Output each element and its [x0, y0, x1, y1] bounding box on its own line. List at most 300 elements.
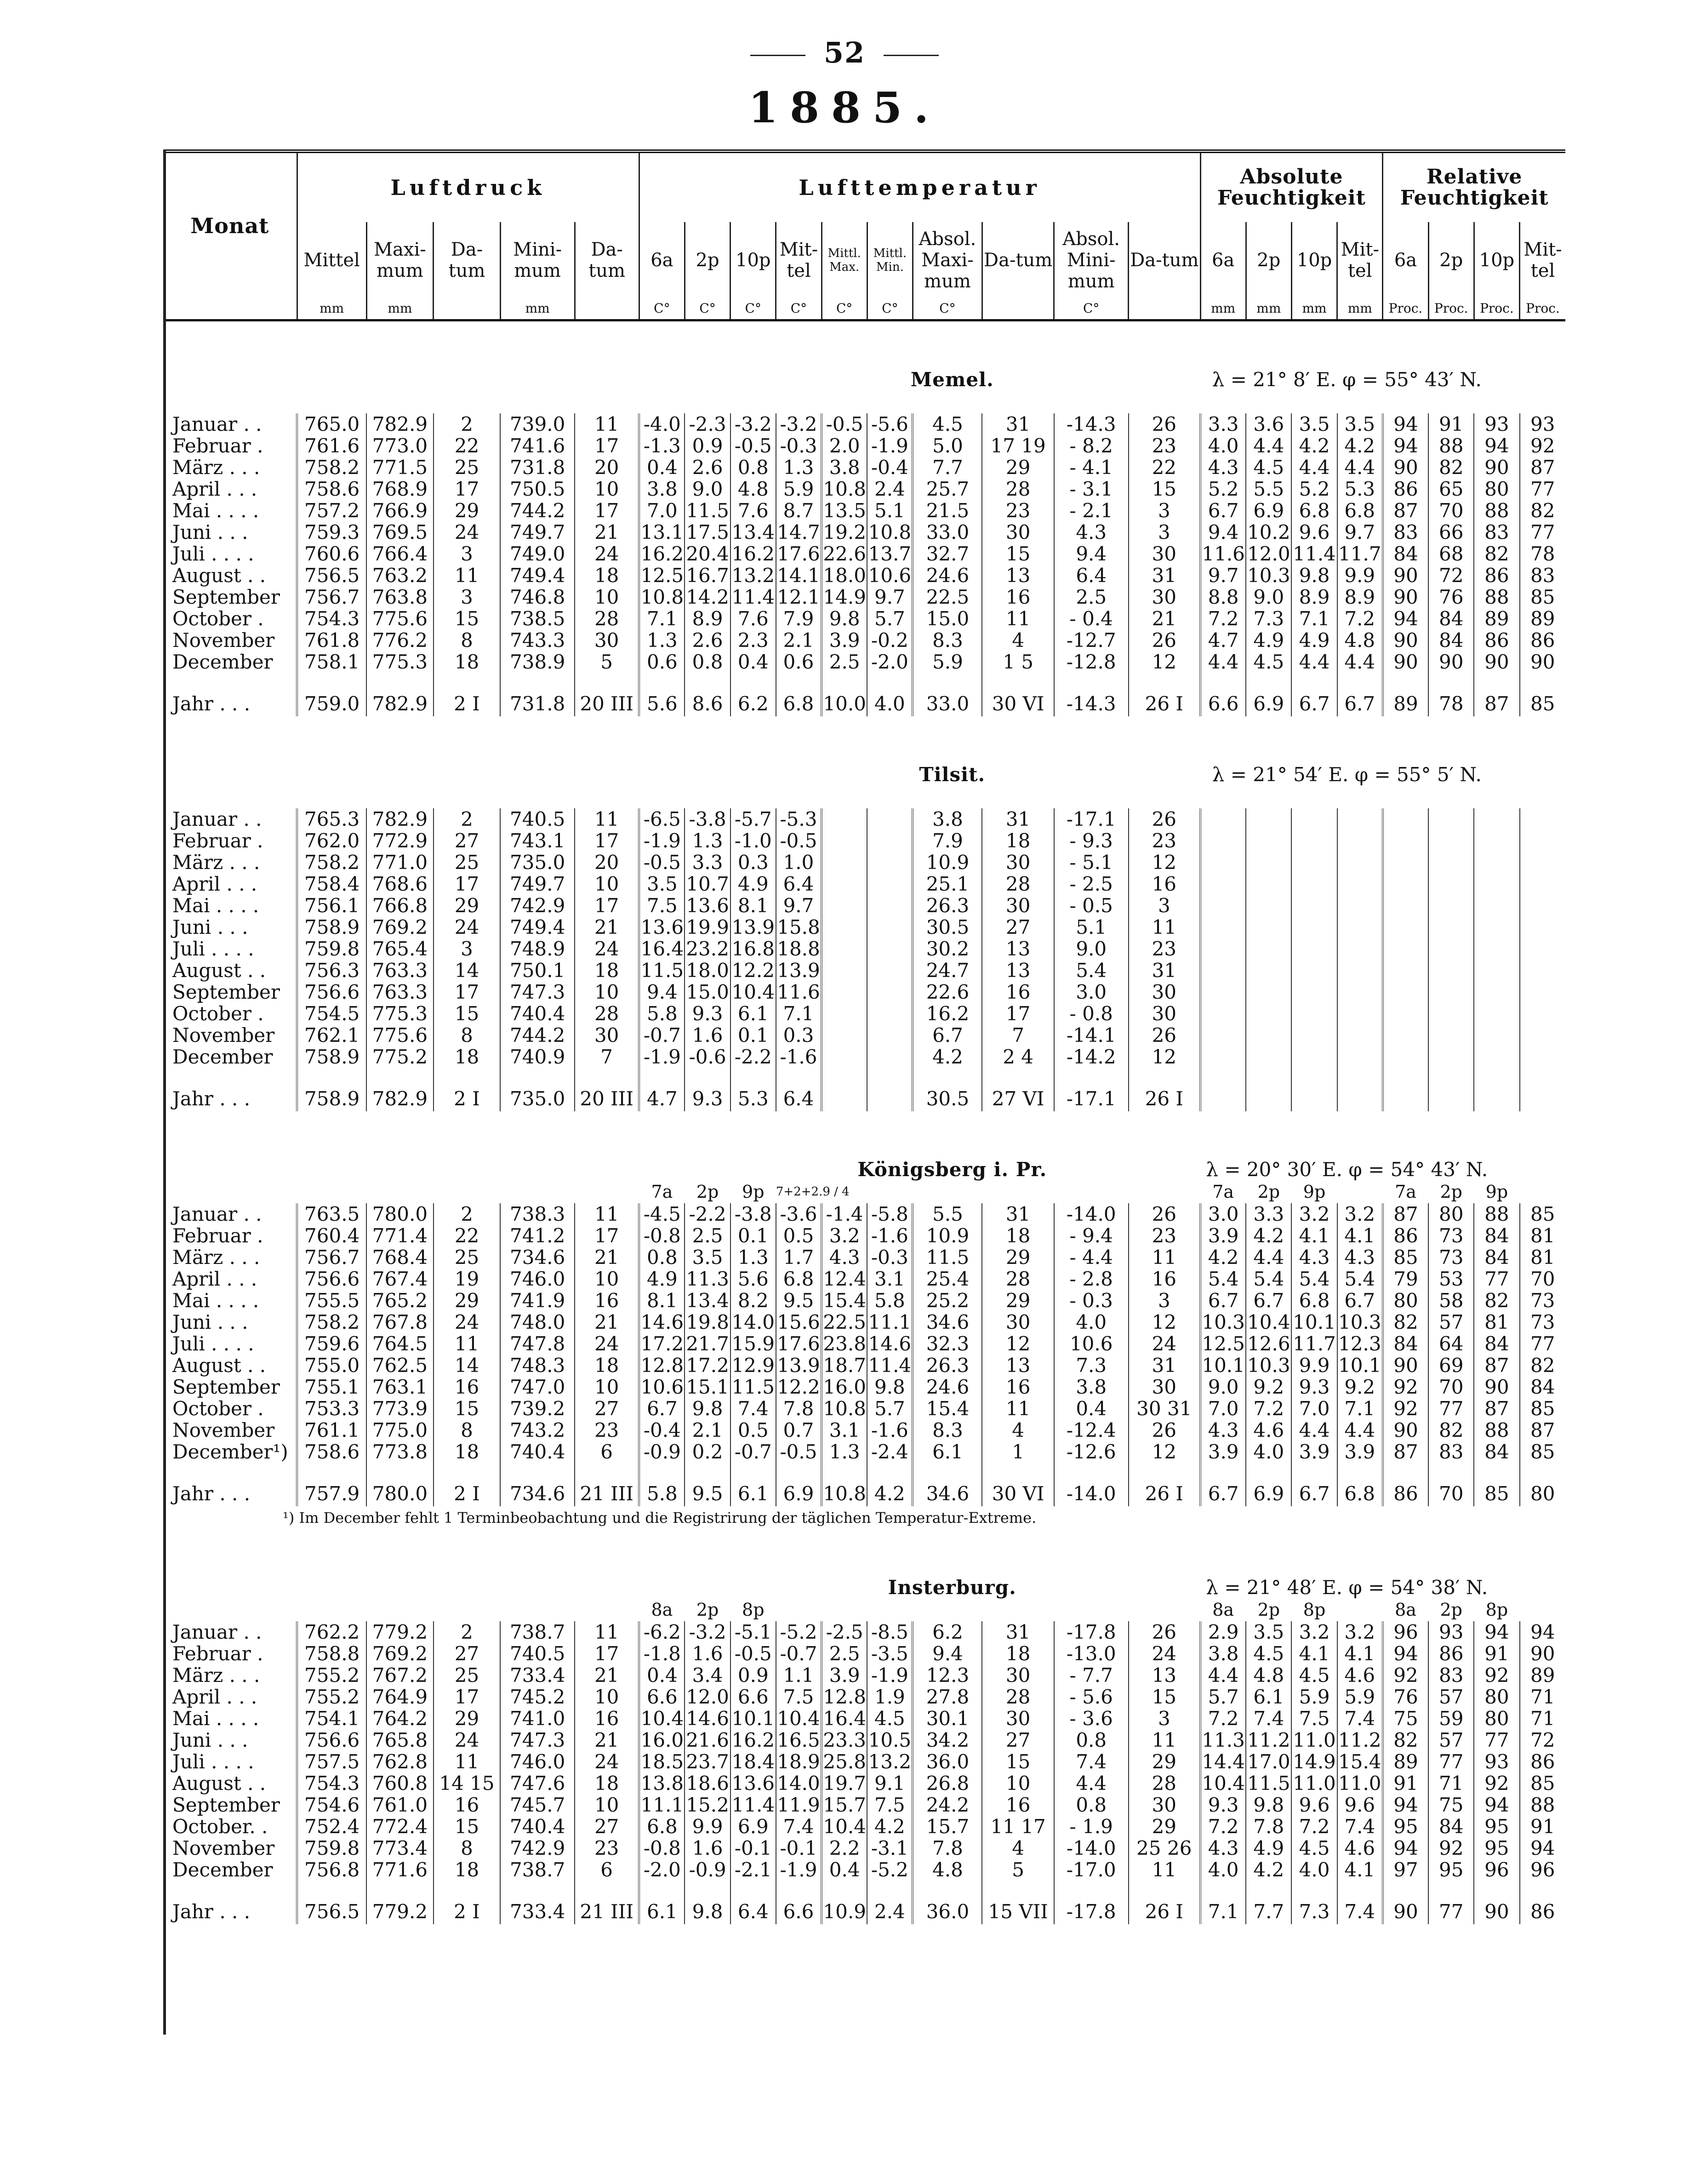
- data-cell: 0.4: [1054, 1398, 1129, 1419]
- data-cell: [1337, 808, 1383, 830]
- data-cell: 94: [1474, 1794, 1519, 1816]
- data-cell: 16: [1129, 873, 1200, 895]
- data-cell: 12: [982, 1333, 1054, 1355]
- data-cell: 84: [1428, 608, 1474, 629]
- subcol-label: [685, 390, 730, 413]
- temp-col-header: 2p: [685, 222, 730, 298]
- data-cell: 24: [434, 521, 501, 543]
- data-cell: 76: [1383, 1686, 1428, 1708]
- data-cell: [1200, 895, 1246, 916]
- data-cell: [1337, 916, 1383, 938]
- data-cell: 4.3: [1054, 521, 1129, 543]
- data-cell: 738.9: [500, 651, 575, 673]
- data-cell: 0.8: [1054, 1729, 1129, 1751]
- data-cell: [1383, 981, 1428, 1003]
- luftdruck-col-header: Mittel: [297, 222, 366, 298]
- data-cell: [1291, 938, 1337, 960]
- temp-col-header: 6a: [639, 222, 685, 298]
- data-cell: 5.4: [1246, 1268, 1291, 1290]
- data-cell: 12.2: [776, 1376, 822, 1398]
- data-cell: -3.2: [776, 413, 822, 435]
- data-cell: 21.7: [685, 1333, 730, 1355]
- subcol-label: [1383, 390, 1428, 413]
- data-cell: 4.0: [1054, 1311, 1129, 1333]
- data-cell: 17.2: [685, 1355, 730, 1376]
- row-gap: [163, 673, 1565, 691]
- data-cell: 4.0: [867, 691, 913, 716]
- data-cell: 18.9: [776, 1751, 822, 1772]
- data-cell: 9.2: [1337, 1376, 1383, 1398]
- data-cell: 4.3: [1291, 1246, 1337, 1268]
- rel-unit: Proc.: [1474, 298, 1519, 320]
- data-cell: 776.2: [366, 629, 434, 651]
- data-cell: 15 VII: [982, 1899, 1054, 1924]
- data-cell: [1474, 916, 1519, 938]
- data-cell: 9.8: [822, 608, 867, 629]
- data-cell: [1291, 1086, 1337, 1111]
- data-cell: 11: [1129, 916, 1200, 938]
- data-cell: 4.5: [1246, 1643, 1291, 1664]
- data-cell: 16.0: [639, 1729, 685, 1751]
- data-cell: 6.7: [1337, 691, 1383, 716]
- data-cell: [822, 852, 867, 873]
- data-cell: 10.3: [1246, 565, 1291, 586]
- data-cell: 758.9: [297, 1046, 366, 1068]
- data-cell: -17.1: [1054, 1086, 1129, 1111]
- data-cell: 57: [1428, 1311, 1474, 1333]
- data-cell: 11.5: [1246, 1772, 1291, 1794]
- data-cell: 26: [1129, 629, 1200, 651]
- data-cell: 5.9: [1291, 1686, 1337, 1708]
- data-cell: 741.2: [500, 1225, 575, 1246]
- data-cell: - 8.2: [1054, 435, 1129, 457]
- data-cell: 68: [1428, 543, 1474, 565]
- data-cell: 9.4: [1054, 543, 1129, 565]
- table-row: [163, 1333, 1565, 1355]
- data-cell: 760.4: [297, 1225, 366, 1246]
- data-cell: 747.3: [500, 1729, 575, 1751]
- data-cell: 24.2: [913, 1794, 982, 1816]
- data-cell: 11.1: [867, 1311, 913, 1333]
- data-cell: 17: [575, 1225, 639, 1246]
- data-cell: 16: [982, 1794, 1054, 1816]
- data-cell: 23: [1129, 1225, 1200, 1246]
- data-cell: 77: [1474, 1268, 1519, 1290]
- data-cell: 9.5: [685, 1481, 730, 1506]
- data-cell: 5.9: [913, 651, 982, 673]
- data-cell: [1474, 873, 1519, 895]
- table-row: [163, 1708, 1565, 1729]
- data-cell: 747.8: [500, 1333, 575, 1355]
- data-cell: [1474, 1086, 1519, 1111]
- data-cell: 4.8: [913, 1859, 982, 1881]
- data-cell: 11.9: [776, 1794, 822, 1816]
- data-cell: [1474, 1003, 1519, 1024]
- data-cell: [1428, 830, 1474, 852]
- data-cell: 18.4: [730, 1751, 776, 1772]
- data-cell: 8: [434, 1419, 501, 1441]
- data-cell: 0.8: [1054, 1794, 1129, 1816]
- data-cell: 25: [434, 457, 501, 478]
- data-cell: 83: [1520, 565, 1566, 586]
- data-cell: 0.5: [730, 1419, 776, 1441]
- table-row: [163, 1376, 1565, 1398]
- data-cell: 9.7: [867, 586, 913, 608]
- data-cell: 90: [1520, 651, 1566, 673]
- data-cell: -1.0: [730, 830, 776, 852]
- data-cell: 763.8: [366, 586, 434, 608]
- data-cell: - 1.9: [1054, 1816, 1129, 1837]
- data-cell: -0.8: [639, 1225, 685, 1246]
- data-cell: 7.6: [730, 608, 776, 629]
- data-cell: -4.5: [639, 1203, 685, 1225]
- data-cell: [1246, 830, 1291, 852]
- data-cell: -1.4: [822, 1203, 867, 1225]
- data-cell: [1520, 1046, 1566, 1068]
- data-cell: 773.4: [366, 1837, 434, 1859]
- data-cell: [1337, 938, 1383, 960]
- data-cell: 11: [982, 1398, 1054, 1419]
- data-cell: 13.4: [730, 521, 776, 543]
- data-cell: 15.0: [913, 608, 982, 629]
- data-cell: 14 15: [434, 1772, 501, 1794]
- subcol-label: [1337, 785, 1383, 808]
- data-cell: [1200, 830, 1246, 852]
- data-cell: 15.4: [913, 1398, 982, 1419]
- data-cell: [1474, 830, 1519, 852]
- table-row: [163, 629, 1565, 651]
- table-row: [163, 960, 1565, 981]
- data-cell: 775.0: [366, 1419, 434, 1441]
- table-row: [163, 478, 1565, 500]
- data-cell: 9.8: [685, 1899, 730, 1924]
- data-cell: 90: [1474, 457, 1519, 478]
- data-cell: 24: [575, 1751, 639, 1772]
- data-cell: 15.8: [776, 916, 822, 938]
- table-row: [163, 981, 1565, 1003]
- data-cell: 3.5: [685, 1246, 730, 1268]
- data-cell: 773.9: [366, 1398, 434, 1419]
- data-cell: 746.8: [500, 586, 575, 608]
- data-cell: 26.3: [913, 895, 982, 916]
- data-cell: 14.7: [776, 521, 822, 543]
- data-cell: 83: [1428, 1664, 1474, 1686]
- data-cell: 4.0: [1200, 1859, 1246, 1881]
- data-cell: 8.3: [913, 1419, 982, 1441]
- data-cell: 7.6: [730, 500, 776, 521]
- data-cell: -14.0: [1054, 1837, 1129, 1859]
- data-cell: 5.3: [730, 1086, 776, 1111]
- data-cell: 90: [1428, 651, 1474, 673]
- data-cell: 6.1: [730, 1481, 776, 1506]
- data-cell: 16: [982, 586, 1054, 608]
- data-cell: [1428, 895, 1474, 916]
- data-cell: 26: [1129, 413, 1200, 435]
- data-cell: -0.5: [730, 1643, 776, 1664]
- data-cell: 94: [1383, 1837, 1428, 1859]
- month-label: December: [172, 651, 273, 673]
- data-cell: 764.5: [366, 1333, 434, 1355]
- data-cell: 6.9: [1246, 1481, 1291, 1506]
- data-cell: 30: [1129, 1003, 1200, 1024]
- data-cell: [1428, 1024, 1474, 1046]
- month-label: December: [172, 1046, 273, 1068]
- rel-col-header: Mit-tel: [1520, 222, 1566, 298]
- data-cell: 9.4: [1200, 521, 1246, 543]
- data-cell: 755.1: [297, 1376, 366, 1398]
- data-cell: 87: [1520, 457, 1566, 478]
- data-cell: 12.8: [639, 1355, 685, 1376]
- data-cell: 756.6: [297, 981, 366, 1003]
- data-cell: 86: [1428, 1643, 1474, 1664]
- subcol-label: 2p: [696, 1599, 719, 1620]
- data-cell: 15.7: [913, 1816, 982, 1837]
- table-row: [163, 1794, 1565, 1816]
- data-cell: 18.7: [822, 1355, 867, 1376]
- month-label: December: [172, 1858, 273, 1881]
- data-cell: [1291, 895, 1337, 916]
- data-cell: 767.4: [366, 1268, 434, 1290]
- data-cell: 750.1: [500, 960, 575, 981]
- month-label: August . .: [172, 564, 266, 587]
- data-cell: 735.0: [500, 1086, 575, 1111]
- month-label: November: [172, 629, 275, 652]
- data-cell: 84: [1383, 543, 1428, 565]
- data-cell: 11: [575, 1203, 639, 1225]
- row-gap: [163, 1881, 1565, 1899]
- data-cell: 94: [1520, 1621, 1566, 1643]
- data-cell: 9.4: [639, 981, 685, 1003]
- rel-unit: Proc.: [1428, 298, 1474, 320]
- data-cell: 773.0: [366, 435, 434, 457]
- data-cell: 6.4: [1054, 565, 1129, 586]
- data-cell: 758.2: [297, 1311, 366, 1333]
- data-cell: -0.5: [639, 852, 685, 873]
- table-row: [163, 1772, 1565, 1794]
- data-cell: 29: [434, 1290, 501, 1311]
- data-cell: 763.3: [366, 981, 434, 1003]
- data-cell: [1474, 938, 1519, 960]
- month-label: März . . .: [172, 1664, 260, 1687]
- data-cell: 90: [1520, 1643, 1566, 1664]
- data-cell: 769.5: [366, 521, 434, 543]
- data-cell: 744.2: [500, 500, 575, 521]
- data-cell: 15.6: [776, 1311, 822, 1333]
- data-cell: [1383, 852, 1428, 873]
- data-cell: 11.4: [867, 1355, 913, 1376]
- data-cell: 31: [982, 1621, 1054, 1643]
- rel-col-header: 2p: [1428, 222, 1474, 298]
- data-cell: 754.3: [297, 608, 366, 629]
- subcol-label: [685, 785, 730, 808]
- data-cell: 21.5: [913, 500, 982, 521]
- data-cell: 18: [575, 1772, 639, 1794]
- data-cell: 12.5: [1200, 1333, 1246, 1355]
- data-cell: [867, 960, 913, 981]
- data-cell: 23: [1129, 938, 1200, 960]
- data-cell: 7.9: [776, 608, 822, 629]
- data-cell: 782.9: [366, 413, 434, 435]
- data-cell: [1200, 873, 1246, 895]
- data-cell: 18: [434, 651, 501, 673]
- luftdruck-col-header: Da-tum: [575, 222, 639, 298]
- data-cell: 29: [1129, 1816, 1200, 1837]
- data-cell: 89: [1520, 608, 1566, 629]
- station-heading: [163, 1111, 1565, 1180]
- data-cell: 11: [982, 608, 1054, 629]
- month-label: Februar .: [172, 1224, 263, 1247]
- data-cell: 6.7: [1246, 1290, 1291, 1311]
- data-cell: 753.3: [297, 1398, 366, 1419]
- data-cell: 0.3: [776, 1024, 822, 1046]
- data-cell: 3.3: [685, 852, 730, 873]
- data-cell: 0.4: [639, 457, 685, 478]
- data-cell: 2.9: [1200, 1621, 1246, 1643]
- data-cell: 31: [1129, 1355, 1200, 1376]
- data-cell: 77: [1428, 1751, 1474, 1772]
- data-cell: 75: [1383, 1708, 1428, 1729]
- data-cell: 0.6: [776, 651, 822, 673]
- data-cell: 16.0: [822, 1376, 867, 1398]
- data-cell: 92: [1474, 1664, 1519, 1686]
- data-cell: 7.0: [1291, 1398, 1337, 1419]
- data-cell: 21: [575, 521, 639, 543]
- month-label: Jahr . . .: [172, 1087, 251, 1110]
- data-cell: 747.6: [500, 1772, 575, 1794]
- data-cell: 6.6: [776, 1899, 822, 1924]
- data-cell: 14.1: [776, 565, 822, 586]
- data-cell: 13: [982, 1355, 1054, 1376]
- data-cell: 80: [1474, 1686, 1519, 1708]
- month-label: September: [172, 586, 280, 608]
- data-cell: 15.9: [730, 1333, 776, 1355]
- data-cell: 765.0: [297, 413, 366, 435]
- data-cell: -1.6: [867, 1225, 913, 1246]
- data-cell: 66: [1428, 521, 1474, 543]
- data-cell: 85: [1520, 1772, 1566, 1794]
- data-cell: 95: [1428, 1859, 1474, 1881]
- data-cell: 7.7: [1246, 1899, 1291, 1924]
- data-cell: 9.0: [1200, 1376, 1246, 1398]
- data-cell: 25: [434, 1246, 501, 1268]
- data-cell: 3.1: [822, 1419, 867, 1441]
- data-cell: [1200, 808, 1246, 830]
- data-cell: 2 I: [434, 1086, 501, 1111]
- data-cell: 28: [575, 1003, 639, 1024]
- data-cell: 758.9: [297, 1086, 366, 1111]
- data-cell: 30: [1129, 1376, 1200, 1398]
- data-cell: 90: [1383, 1419, 1428, 1441]
- data-cell: 30: [1129, 543, 1200, 565]
- data-cell: -12.8: [1054, 651, 1129, 673]
- data-cell: 34.2: [913, 1729, 982, 1751]
- data-cell: 6.9: [730, 1816, 776, 1837]
- month-label: März . . .: [172, 1246, 260, 1269]
- data-cell: 0.4: [639, 1664, 685, 1686]
- data-cell: [1474, 1024, 1519, 1046]
- data-cell: 31: [1129, 960, 1200, 981]
- subcol-label: [1200, 390, 1246, 413]
- subcol-label: [1428, 785, 1474, 808]
- data-cell: 9.9: [1291, 1355, 1337, 1376]
- data-cell: 85: [1520, 1203, 1566, 1225]
- data-cell: 734.6: [500, 1481, 575, 1506]
- data-cell: 754.6: [297, 1794, 366, 1816]
- data-cell: [867, 1046, 913, 1068]
- data-cell: 24.6: [913, 565, 982, 586]
- subcol-label: [1246, 390, 1291, 413]
- data-cell: 12.6: [1246, 1333, 1291, 1355]
- data-cell: -1.6: [867, 1419, 913, 1441]
- data-cell: -0.4: [867, 457, 913, 478]
- data-cell: 749.4: [500, 565, 575, 586]
- data-cell: 17.6: [776, 543, 822, 565]
- data-cell: 6.8: [639, 1816, 685, 1837]
- table-row: [163, 873, 1565, 895]
- subcol-label: 7a: [1395, 1181, 1416, 1202]
- data-cell: 6.9: [776, 1481, 822, 1506]
- data-cell: 9.6: [1291, 1794, 1337, 1816]
- data-cell: 8: [434, 1024, 501, 1046]
- data-cell: 10.8: [822, 1398, 867, 1419]
- data-cell: [1291, 1046, 1337, 1068]
- table-row: [163, 1290, 1565, 1311]
- data-cell: -12.7: [1054, 629, 1129, 651]
- data-cell: 775.6: [366, 1024, 434, 1046]
- data-cell: 769.2: [366, 916, 434, 938]
- table-row: [163, 1837, 1565, 1859]
- data-cell: 93: [1428, 1621, 1474, 1643]
- table-row: [163, 1859, 1565, 1881]
- data-cell: 7.8: [1246, 1816, 1291, 1837]
- data-cell: -0.8: [639, 1837, 685, 1859]
- data-cell: 9.7: [1337, 521, 1383, 543]
- data-cell: 3.8: [1054, 1376, 1129, 1398]
- data-cell: 33.0: [913, 521, 982, 543]
- data-cell: 0.9: [730, 1664, 776, 1686]
- data-cell: 8.7: [776, 500, 822, 521]
- data-cell: 7.1: [776, 1003, 822, 1024]
- data-cell: 1.6: [685, 1837, 730, 1859]
- data-cell: 11.4: [1291, 543, 1337, 565]
- data-cell: 30: [982, 1311, 1054, 1333]
- data-cell: [1383, 1086, 1428, 1111]
- table-row: [163, 1643, 1565, 1664]
- data-cell: 766.8: [366, 895, 434, 916]
- data-cell: 6.7: [1291, 691, 1337, 716]
- data-cell: 3: [434, 938, 501, 960]
- data-cell: 3.8: [639, 478, 685, 500]
- data-cell: 10.8: [867, 521, 913, 543]
- data-cell: 11.1: [639, 1794, 685, 1816]
- data-cell: 88: [1474, 586, 1519, 608]
- data-cell: 782.9: [366, 691, 434, 716]
- data-cell: [1383, 895, 1428, 916]
- data-cell: 88: [1474, 1419, 1519, 1441]
- data-cell: 17.0: [1246, 1751, 1291, 1772]
- data-cell: [1383, 808, 1428, 830]
- data-cell: 762.2: [297, 1621, 366, 1643]
- month-label: August . .: [172, 959, 266, 982]
- data-cell: 18.5: [639, 1751, 685, 1772]
- data-cell: 757.9: [297, 1481, 366, 1506]
- data-cell: [1383, 960, 1428, 981]
- temp-unit: C°: [730, 298, 776, 320]
- data-cell: 740.5: [500, 808, 575, 830]
- data-cell: 4.4: [1291, 1419, 1337, 1441]
- data-cell: 11: [1129, 1729, 1200, 1751]
- data-cell: 21.6: [685, 1729, 730, 1751]
